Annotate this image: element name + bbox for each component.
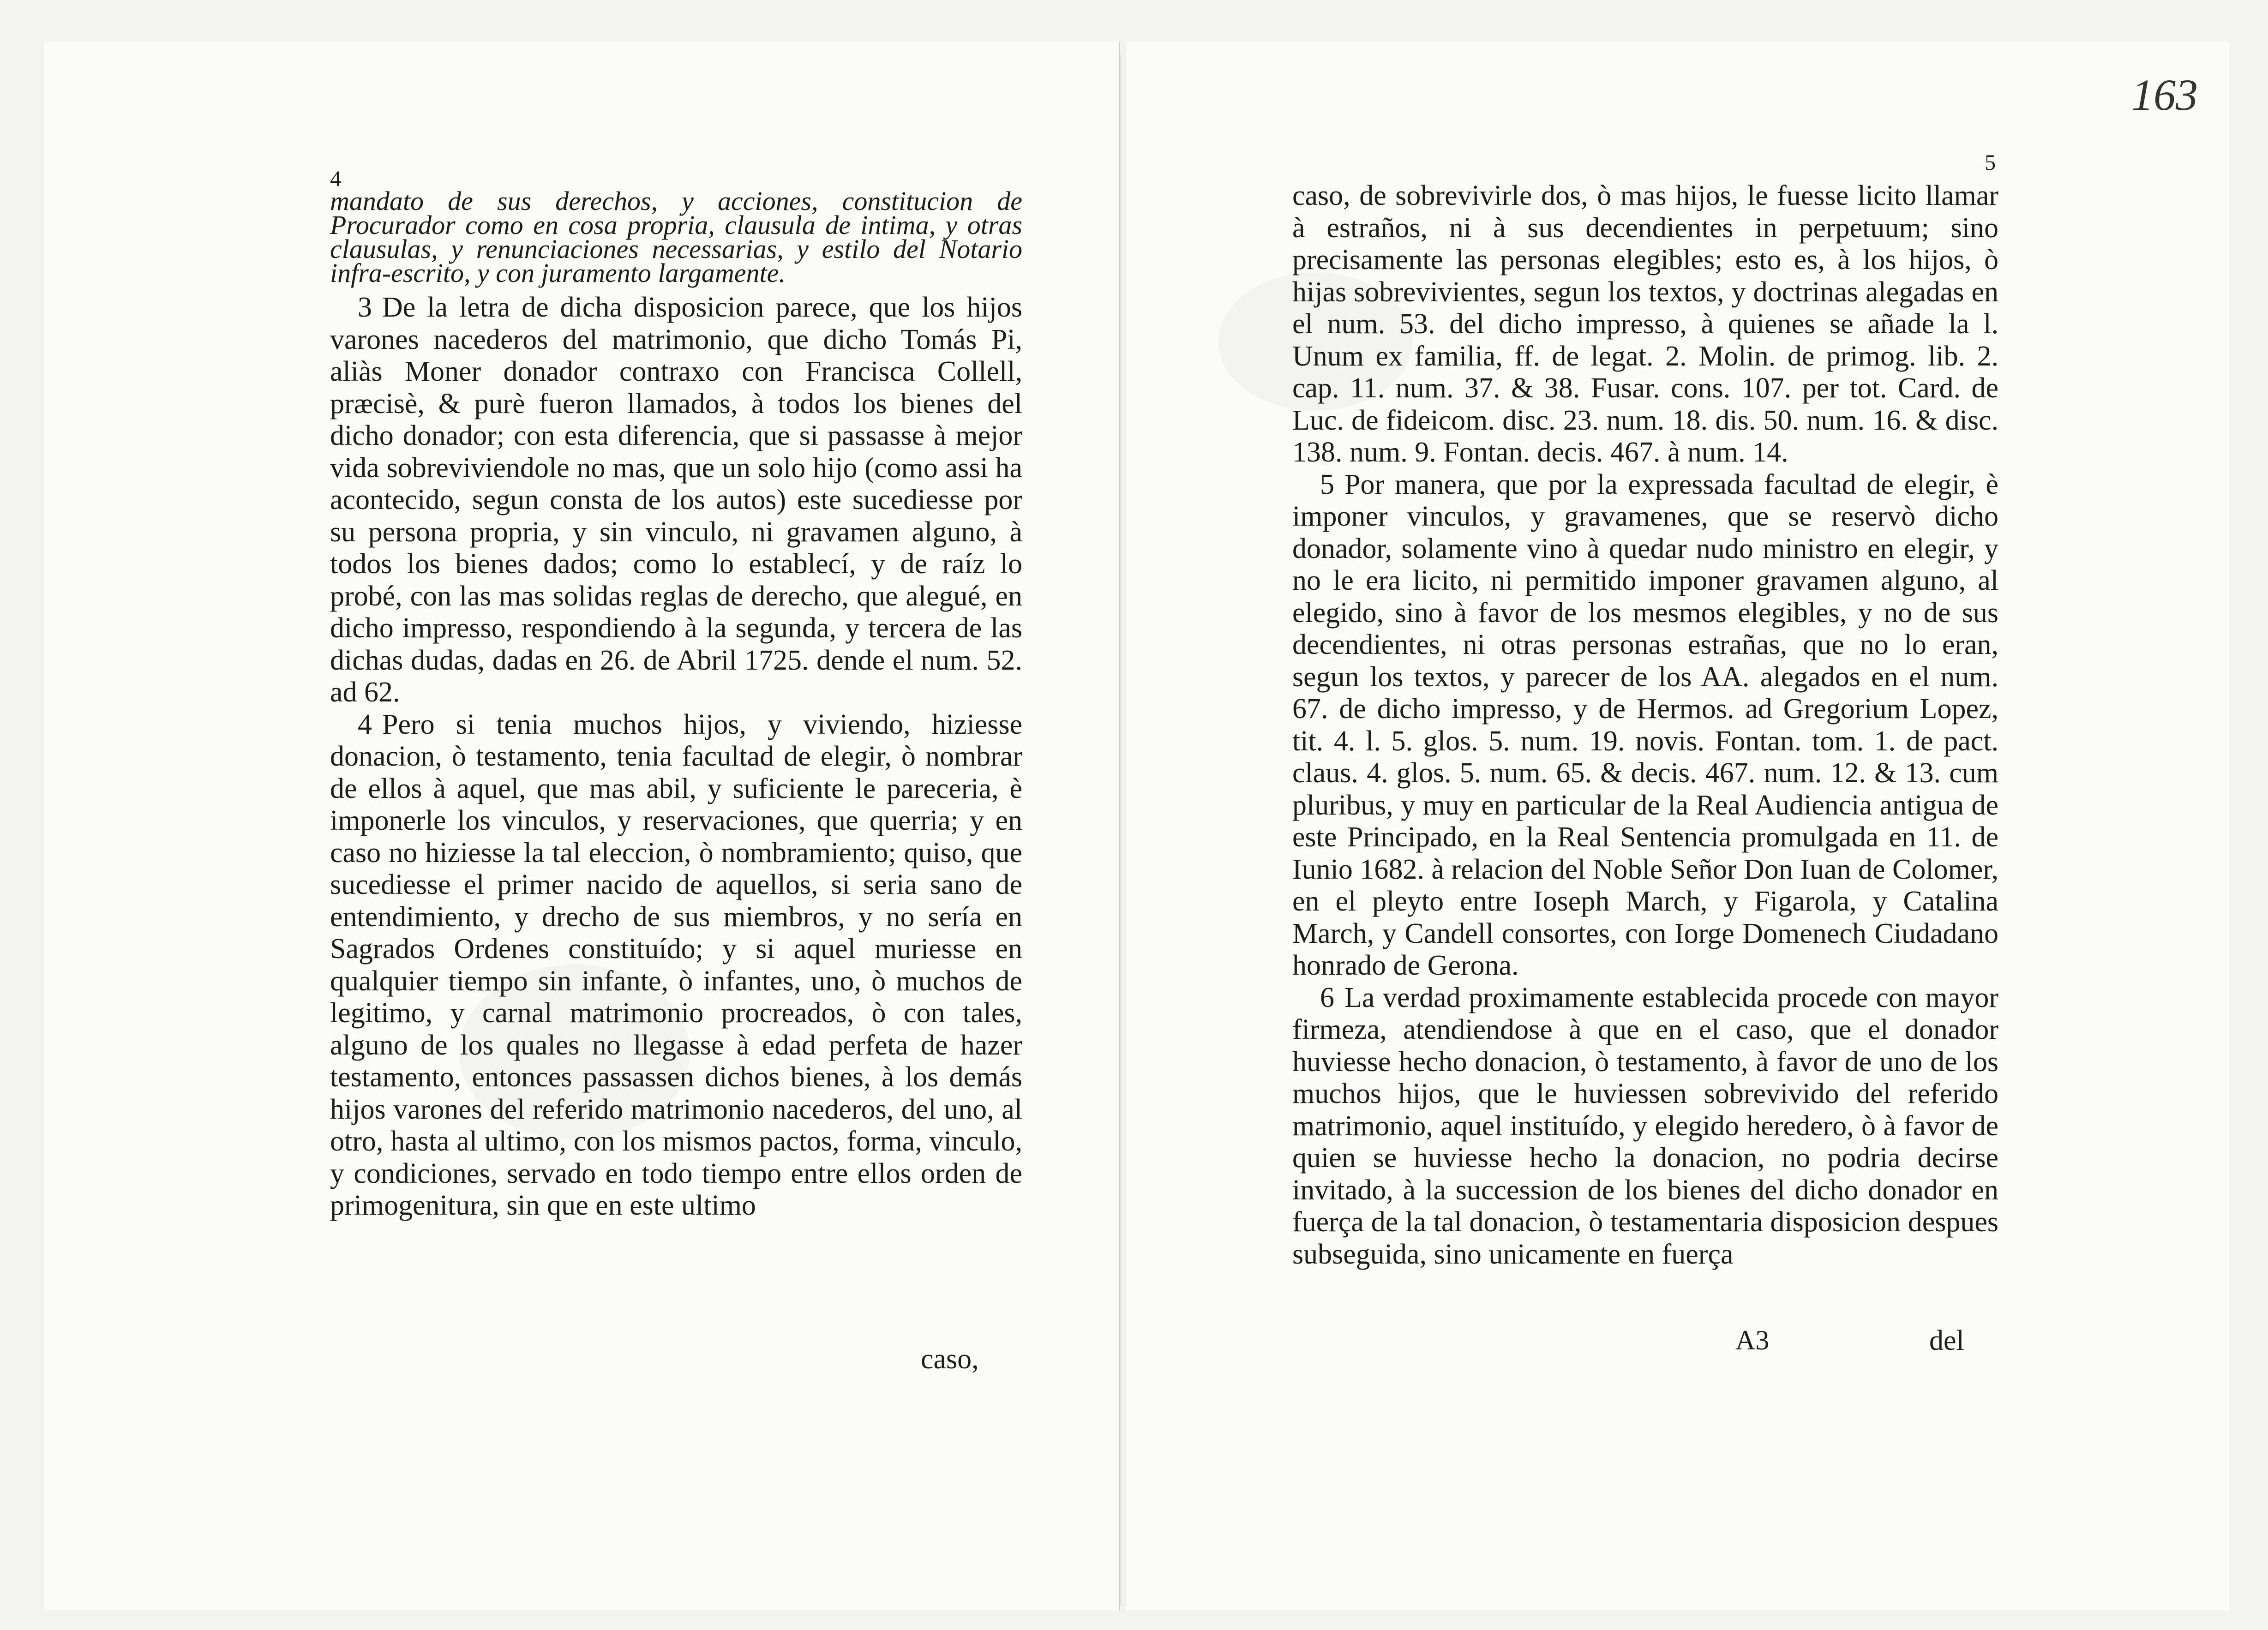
left-page-number: 4	[330, 167, 341, 191]
left-italic-lead: mandato de sus derechos, y acciones, constitucion de Procurador como en cosa propria, clausula de intima, y otras clausulas, y renunciaciones necessarias, y estilo del Notario infra-escrito, y con juramento largamente.	[330, 186, 1022, 288]
right-text-column	[1292, 180, 1998, 1270]
paragraph-text: Por manera, que por la expressada facultad de elegir, è imponer vinculos, y gravamenes, que se reservò dicho donador, solamente vino à quedar nudo ministro en elegir, y no le era licito, ni permitido imponer gravamen alguno, al elegido, sino à favor de los mesmos elegibles, y no de sus decendientes, ni otras personas estrañas, que no lo eran, segun los textos, y parecer de los AA. alegados en el num. 67. de dicho impresso, y de Hermos. ad Gregorium Lopez, tit. 4. l. 5. glos. 5. num. 19. novis. Fontan. tom. 1. de pact. claus. 4. glos. 5. num. 65. & decis. 467. num. 12. & 13. cum pluribus, y muy en particular de la Real Audiencia antigua de este Principado, en la Real Sentencia promulgada en 11. de Iunio 1682. à relacion del Noble Señor Don Iuan de Colomer, en el pleyto entre Ioseph March, y Figarola, y Catalina March, y Candell consortes, con Iorge Domenech Ciudadano honrado de Gerona.	[1292, 468, 1998, 981]
right-catchword: del	[1929, 1325, 1964, 1356]
left-catchword: caso,	[921, 1343, 979, 1375]
paragraph-number: 3	[358, 292, 372, 323]
left-text-column	[330, 186, 1022, 1222]
paragraph-text: De la letra de dicha disposicion parece, que los hijos varones nacederos del matrimonio, que dicho Tomás Pi, aliàs Moner donador contraxo con Francisca Collell, præcisè, & purè fueron llamados, à todos los bienes del dicho donador; con esta diferencia, que si passasse à mejor vida sobreviviendole no mas, que un solo hijo (como assi ha acontecido, segun consta de los autos) este sucediesse por su persona propria, y sin vinculo, ni gravamen alguno, à todos los bienes dados; como lo establecí, y de raíz lo probé, con las mas solidas reglas de derecho, que alegué, en dicho impresso, respondiendo à la segunda, y tercera de las dichas dudas, dadas en 26. de Abril 1725. dende el num. 52. ad 62.	[330, 292, 1022, 708]
right-page-number: 5	[1985, 150, 1996, 175]
signature-mark: A3	[1735, 1325, 1770, 1355]
right-paragraph-5	[1292, 469, 1998, 982]
paragraph-text: Pero si tenia muchos hijos, y viviendo, hiziesse donacion, ò testamento, tenia facultad de elegir, ò nombrar de ellos à aquel, que mas abil, y suficiente le pareceria, è imponerle los vinculos, y reservaciones, que querria; y en caso no hiziesse la tal eleccion, ò nombramiento; quiso, que sucediesse el primer nacido de aquellos, si seria sano de entendimiento, y drecho de sus miembros, y no sería en Sagrados Ordenes constituído; y si aquel muriesse en qualquier tiempo sin infante, ò infantes, uno, ò muchos de legitimo, y carnal matrimonio procreados, ò con tales, alguno de los quales no llegasse à edad perfeta de hazer testamento, entonces passassen dichos bienes, à los demás hijos varones del referido matrimonio nacederos, del uno, al otro, hasta al ultimo, con los mismos pactos, forma, vinculo, y condiciones, servado en todo tiempo entre ellos orden de primogenitura, sin que en este ultimo	[330, 708, 1022, 1221]
left-page	[44, 42, 1120, 1611]
paragraph-number: 4	[358, 708, 372, 740]
paragraph-text: La verdad proximamente establecida procede con mayor firmeza, atendiendose à que en el caso, que el donador huviesse hecho donacion, ò testamento, à favor de uno de los muchos hijos, que le huviessen sobrevivido del referido matrimonio, aquel instituído, y elegido heredero, ò à favor de quien se huviesse hecho la donacion, no podria decirse invitado, à la succession de los bienes del dicho donador en fuerça de la tal donacion, ò testamentaria disposicion despues subseguida, sino unicamente en fuerça	[1292, 982, 1998, 1270]
left-paragraph-4	[330, 709, 1022, 1222]
right-paragraph-6	[1292, 982, 1998, 1271]
handwritten-folio-number: 163	[2131, 70, 2198, 120]
paragraph-number: 6	[1320, 982, 1334, 1013]
right-continuation: caso, de sobrevivirle dos, ò mas hijos, le fuesse licito llamar à estraños, ni à sus decendientes in perpetuum; sino precisamente las personas elegibles; esto es, à los hijos, ò hijas sobrevivientes, segun los textos, y doctrinas alegadas en el num. 53. del dicho impresso, à quienes se añade la l. Unum ex familia, ff. de legat. 2. Molin. de primog. lib. 2. cap. 11. num. 37. & 38. Fusar. cons. 107. per tot. Card. de Luc. de fideicom. disc. 23. num. 18. dis. 50. num. 16. & disc. 138. num. 9. Fontan. decis. 467. à num. 14.	[1292, 180, 1998, 468]
paragraph-number: 5	[1320, 468, 1334, 500]
right-page	[1126, 42, 2229, 1611]
left-paragraph-3	[330, 292, 1022, 709]
